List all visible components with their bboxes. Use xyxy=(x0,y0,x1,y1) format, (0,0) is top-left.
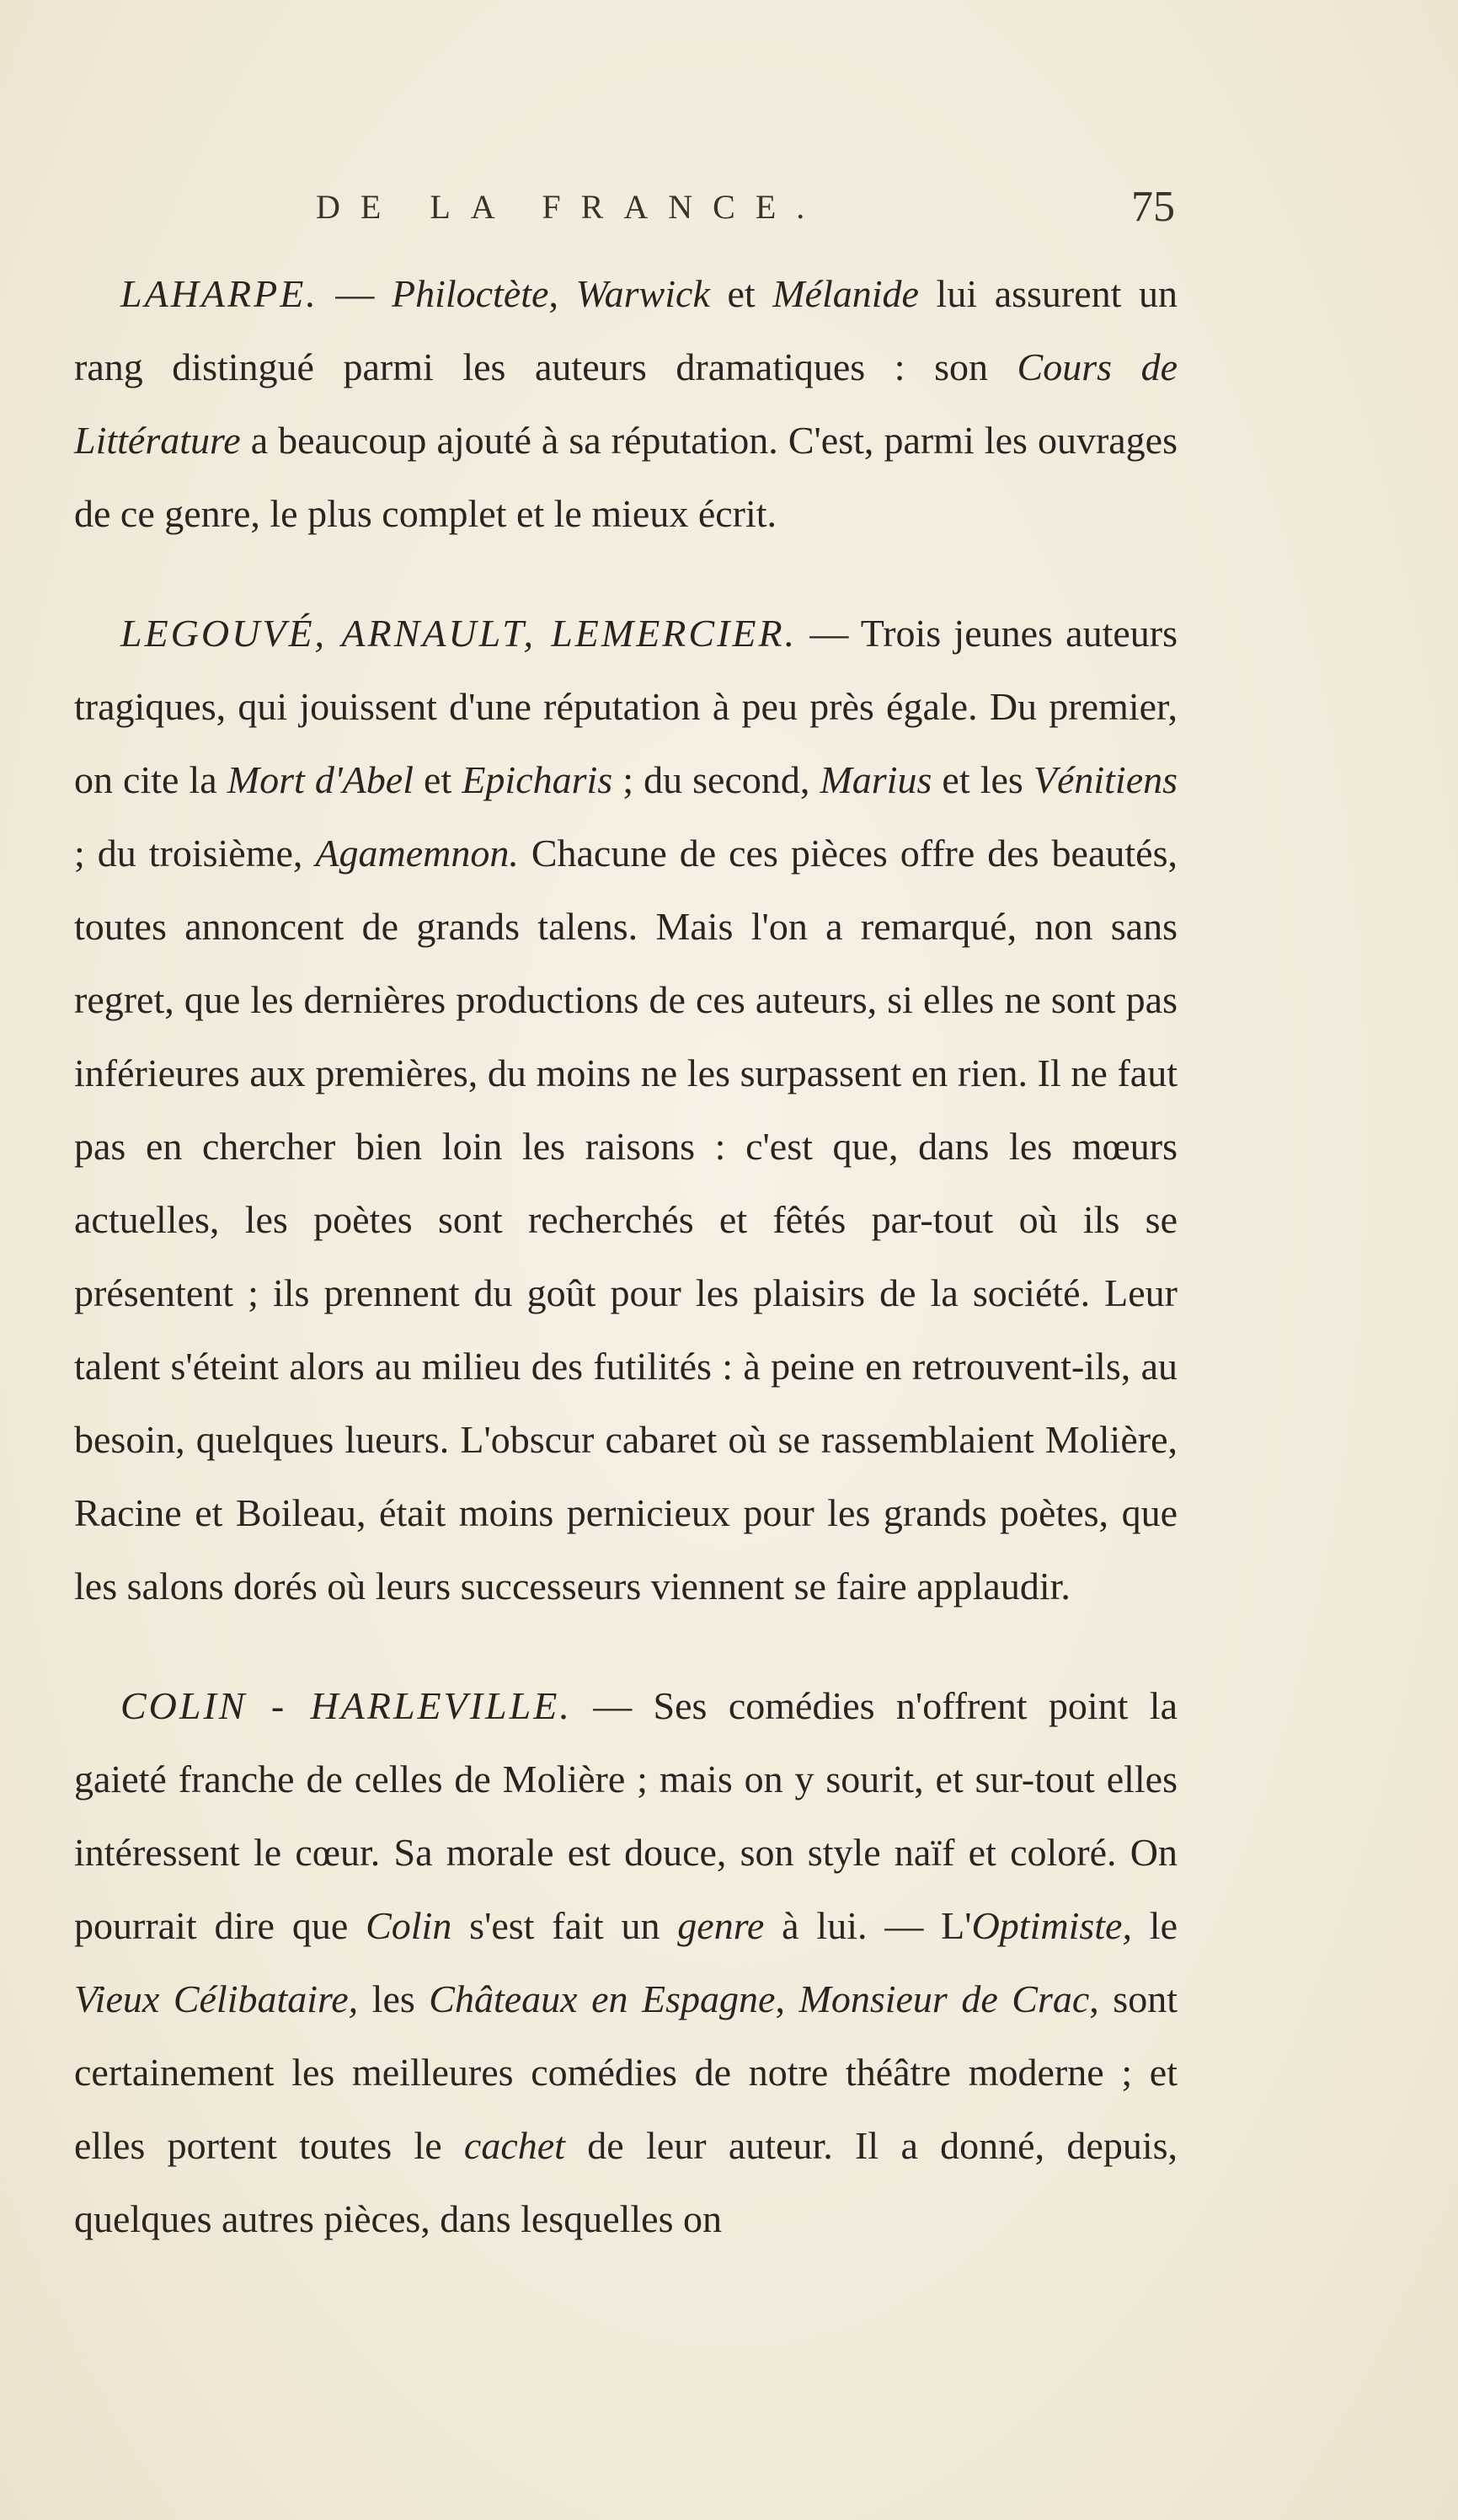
work-title: Vénitiens xyxy=(1033,758,1178,801)
work-title: Optimiste, xyxy=(971,1904,1132,1947)
work-title: Mélanide xyxy=(772,272,919,315)
paragraph-colin-harleville: COLIN - HARLEVILLE. — Ses comédies n'offrent point la gaieté franche de celles de Molière ; mais on y sourit, et sur-tout elles intéressent le cœur. Sa morale est douce, son style naïf et coloré. On pourrait dire que Colin s'est fait un genre à lui. — L'Optimiste, le Vieux Célibataire, les Châteaux en Espagne, Monsieur de Crac, sont certainement les meilleures comédies de notre théâtre moderne ; et elles portent toutes le cachet de leur auteur. Il a donné, depuis, quelques autres pièces, dans lesquelles on xyxy=(74,1684,1178,2240)
work-title: Mort d'Abel xyxy=(227,758,414,801)
work-title: Cours de Littérature xyxy=(74,345,1178,462)
body-text xyxy=(74,257,1178,2255)
author-name-inline: Colin xyxy=(366,1904,452,1947)
page-number: 75 xyxy=(1131,183,1175,231)
author-name: LEGOUVÉ, ARNAULT, LEMERCIER. xyxy=(120,612,798,655)
paragraph-legouve-arnault-lemercier: LEGOUVÉ, ARNAULT, LEMERCIER. — Trois jeunes auteurs tragiques, qui jouissent d'une réputation à peu près égale. Du premier, on cite la Mort d'Abel et Epicharis ; du second, Marius et les Vénitiens ; du troisième, Agamemnon. Chacune de ces pièces offre des beautés, toutes annoncent de grands talens. Mais l'on a remarqué, non sans regret, que les dernières productions de ces auteurs, si elles ne sont pas inférieures aux premières, du moins ne les surpassent en rien. Il ne faut pas en chercher bien loin les raisons : c'est que, dans les mœurs actuelles, les poètes sont recherchés et fêtés par-tout où ils se présentent ; ils prennent du goût pour les plaisirs de la société. Leur talent s'éteint alors au milieu des futilités : à peine en retrouvent-ils, au besoin, quelques lueurs. L'obscur cabaret où se rassemblaient Molière, Racine et Boileau, était moins pernicieux pour les grands poètes, que les salons dorés où leurs successeurs viennent se faire applaudir. xyxy=(74,612,1178,1608)
work-title: Monsieur de Crac xyxy=(798,1977,1090,2020)
emphasis: cachet xyxy=(463,2124,565,2167)
emphasis: genre xyxy=(677,1904,765,1947)
page-header xyxy=(316,183,1175,238)
author-name: LAHARPE. xyxy=(120,272,318,315)
paragraph-laharpe: LAHARPE. — Philoctète, Warwick et Mélanide lui assurent un rang distingué parmi les auteurs dramatiques : son Cours de Littérature a beaucoup ajouté à sa réputation. C'est, parmi les ouvrages de ce genre, le plus complet et le mieux écrit. xyxy=(74,272,1178,535)
work-title: Warwick xyxy=(575,272,710,315)
work-title: Marius xyxy=(820,758,932,801)
work-title: Epicharis xyxy=(462,758,613,801)
work-title: Vieux Célibataire, xyxy=(74,1977,359,2020)
work-title: Philoctète xyxy=(391,272,549,315)
work-title: Châteaux en Espagne xyxy=(429,1977,776,2020)
author-name: COLIN - HARLEVILLE. xyxy=(120,1684,572,1727)
work-title: Agamemnon. xyxy=(315,832,519,875)
running-head: DE LA FRANCE. xyxy=(316,188,825,226)
